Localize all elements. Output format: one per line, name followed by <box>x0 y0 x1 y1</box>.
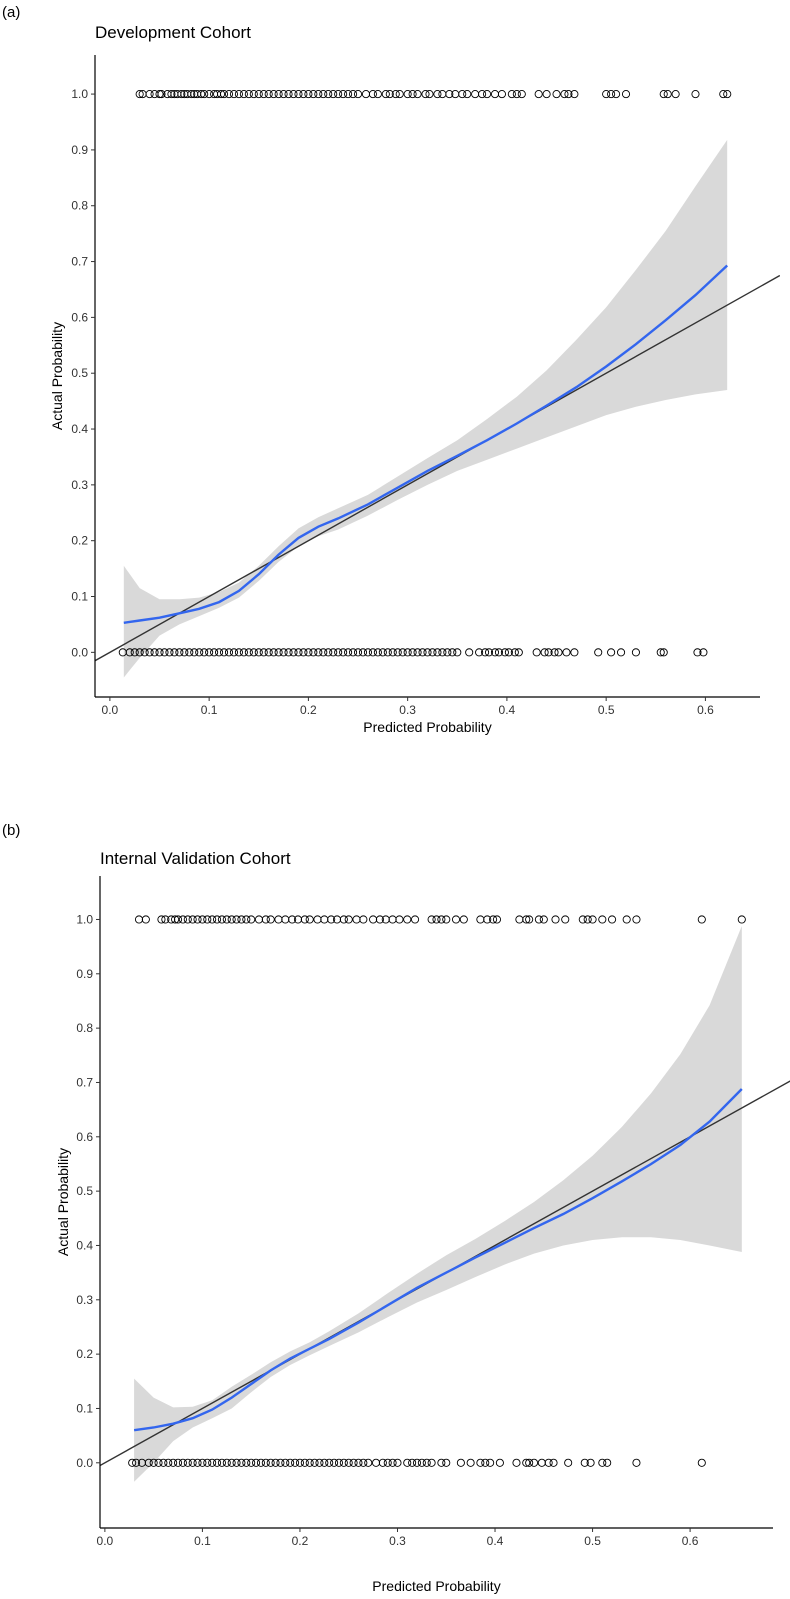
data-point-outcome-1 <box>452 916 459 923</box>
data-point-outcome-1 <box>633 916 640 923</box>
data-point-outcome-0 <box>454 649 461 656</box>
data-point-outcome-0 <box>608 649 615 656</box>
calibration-chart-development <box>0 0 790 740</box>
data-point-outcome-1 <box>370 916 377 923</box>
y-tick-label: 0.7 <box>71 254 88 269</box>
data-point-outcome-1 <box>623 916 630 923</box>
data-point-outcome-1 <box>321 916 328 923</box>
data-point-outcome-0 <box>428 1459 435 1466</box>
data-point-outcome-1 <box>472 90 479 97</box>
data-point-outcome-1 <box>353 916 360 923</box>
y-tick-label: 0.4 <box>71 422 88 437</box>
y-tick-label: 0.7 <box>76 1075 93 1090</box>
y-tick-label: 0.3 <box>76 1292 93 1307</box>
data-point-outcome-0 <box>617 649 624 656</box>
data-point-outcome-0 <box>565 1459 572 1466</box>
y-tick-label: 0.9 <box>71 142 88 157</box>
y-tick-label: 0.9 <box>76 966 93 981</box>
data-point-outcome-1 <box>374 90 381 97</box>
data-point-outcome-1 <box>345 916 352 923</box>
data-point-outcome-0 <box>496 1459 503 1466</box>
reference-line <box>95 276 780 661</box>
data-point-outcome-1 <box>360 916 367 923</box>
confidence-band <box>124 140 727 678</box>
x-tick-label: 0.6 <box>697 703 714 717</box>
panel-label-a: (a) <box>2 4 21 21</box>
y-tick-label: 0.8 <box>71 198 88 213</box>
data-point-outcome-1 <box>135 916 142 923</box>
x-tick-label: 0.4 <box>498 703 516 717</box>
data-point-outcome-0 <box>698 1459 705 1466</box>
data-point-outcome-1 <box>672 90 679 97</box>
x-tick-label: 0.4 <box>486 1534 504 1548</box>
x-axis-label: Predicted Probability <box>363 719 492 735</box>
x-tick-label: 0.3 <box>389 1534 406 1548</box>
data-point-outcome-0 <box>595 649 602 656</box>
data-point-outcome-0 <box>487 1459 494 1466</box>
data-point-outcome-1 <box>608 916 615 923</box>
calibration-chart-internal-validation <box>0 826 790 1596</box>
data-point-outcome-1 <box>692 90 699 97</box>
data-point-outcome-0 <box>457 1459 464 1466</box>
data-point-outcome-0 <box>365 1459 372 1466</box>
data-point-outcome-1 <box>460 916 467 923</box>
data-point-outcome-1 <box>306 916 313 923</box>
data-point-outcome-1 <box>439 90 446 97</box>
x-tick-label: 0.3 <box>399 703 416 717</box>
data-point-outcome-1 <box>498 90 505 97</box>
x-tick-label: 0.2 <box>300 703 317 717</box>
data-point-outcome-0 <box>467 1459 474 1466</box>
y-tick-label: 1.0 <box>76 912 93 927</box>
y-tick-label: 0.6 <box>76 1129 93 1144</box>
y-tick-label: 0.3 <box>71 477 88 492</box>
y-tick-label: 0.2 <box>76 1347 93 1362</box>
x-axis-label: Predicted Probability <box>372 1578 501 1594</box>
y-tick-label: 0.1 <box>71 589 88 604</box>
data-point-outcome-0 <box>550 1459 557 1466</box>
y-tick-label: 0.6 <box>71 310 88 325</box>
data-point-outcome-1 <box>314 916 321 923</box>
data-point-outcome-0 <box>372 1459 379 1466</box>
data-point-outcome-0 <box>604 1459 611 1466</box>
data-point-outcome-1 <box>589 916 596 923</box>
data-point-outcome-1 <box>599 916 606 923</box>
data-point-outcome-1 <box>282 916 289 923</box>
data-point-outcome-1 <box>389 916 396 923</box>
confidence-band <box>134 926 742 1482</box>
data-point-outcome-1 <box>255 916 262 923</box>
data-point-outcome-0 <box>443 1459 450 1466</box>
data-point-outcome-0 <box>533 649 540 656</box>
data-point-outcome-0 <box>530 1459 537 1466</box>
y-tick-label: 0.4 <box>76 1238 93 1253</box>
data-point-outcome-1 <box>553 90 560 97</box>
x-tick-label: 0.0 <box>96 1534 114 1548</box>
x-tick-label: 0.1 <box>200 703 218 717</box>
data-point-outcome-1 <box>142 916 149 923</box>
chart-title: Internal Validation Cohort <box>100 849 291 868</box>
data-point-outcome-1 <box>362 90 369 97</box>
y-tick-label: 0.0 <box>71 645 88 660</box>
x-tick-label: 0.1 <box>194 1534 211 1548</box>
y-axis-label: Actual Probability <box>55 1147 71 1257</box>
y-tick-label: 0.1 <box>76 1401 93 1416</box>
data-point-outcome-1 <box>516 916 523 923</box>
data-point-outcome-0 <box>571 649 578 656</box>
data-point-outcome-1 <box>477 916 484 923</box>
data-point-outcome-0 <box>563 649 570 656</box>
data-point-outcome-1 <box>404 916 411 923</box>
x-tick-label: 0.5 <box>584 1534 601 1548</box>
data-point-outcome-1 <box>552 916 559 923</box>
data-point-outcome-0 <box>633 1459 640 1466</box>
data-point-outcome-1 <box>535 90 542 97</box>
data-point-outcome-0 <box>632 649 639 656</box>
data-point-outcome-0 <box>466 649 473 656</box>
data-point-outcome-1 <box>562 916 569 923</box>
data-point-outcome-0 <box>394 1459 401 1466</box>
data-point-outcome-1 <box>248 916 255 923</box>
x-tick-label: 0.6 <box>681 1534 699 1548</box>
data-point-outcome-1 <box>354 90 361 97</box>
data-point-outcome-0 <box>513 1459 520 1466</box>
y-tick-label: 1.0 <box>71 87 88 102</box>
data-point-outcome-1 <box>738 916 745 923</box>
data-point-outcome-1 <box>540 916 547 923</box>
chart-title: Development Cohort <box>95 23 251 42</box>
y-axis-label: Actual Probability <box>49 321 65 431</box>
y-tick-label: 0.5 <box>71 366 88 381</box>
x-tick-label: 0.0 <box>101 703 119 717</box>
data-point-outcome-1 <box>543 90 550 97</box>
data-point-outcome-1 <box>518 90 525 97</box>
data-point-outcome-1 <box>414 90 421 97</box>
data-point-outcome-1 <box>491 90 498 97</box>
x-tick-label: 0.2 <box>291 1534 309 1548</box>
data-point-outcome-1 <box>396 916 403 923</box>
x-tick-label: 0.5 <box>597 703 615 717</box>
data-point-outcome-1 <box>443 916 450 923</box>
panel-label-b: (b) <box>2 822 21 839</box>
data-point-outcome-1 <box>267 916 274 923</box>
y-tick-label: 0.2 <box>71 533 88 548</box>
data-point-outcome-1 <box>411 916 418 923</box>
data-point-outcome-1 <box>275 916 282 923</box>
data-point-outcome-1 <box>622 90 629 97</box>
y-tick-label: 0.8 <box>76 1021 93 1036</box>
data-point-outcome-1 <box>464 90 471 97</box>
y-tick-label: 0.0 <box>76 1455 93 1470</box>
data-point-outcome-1 <box>698 916 705 923</box>
data-point-outcome-1 <box>483 90 490 97</box>
y-tick-label: 0.5 <box>76 1184 93 1199</box>
data-point-outcome-0 <box>538 1459 545 1466</box>
data-point-outcome-1 <box>612 90 619 97</box>
